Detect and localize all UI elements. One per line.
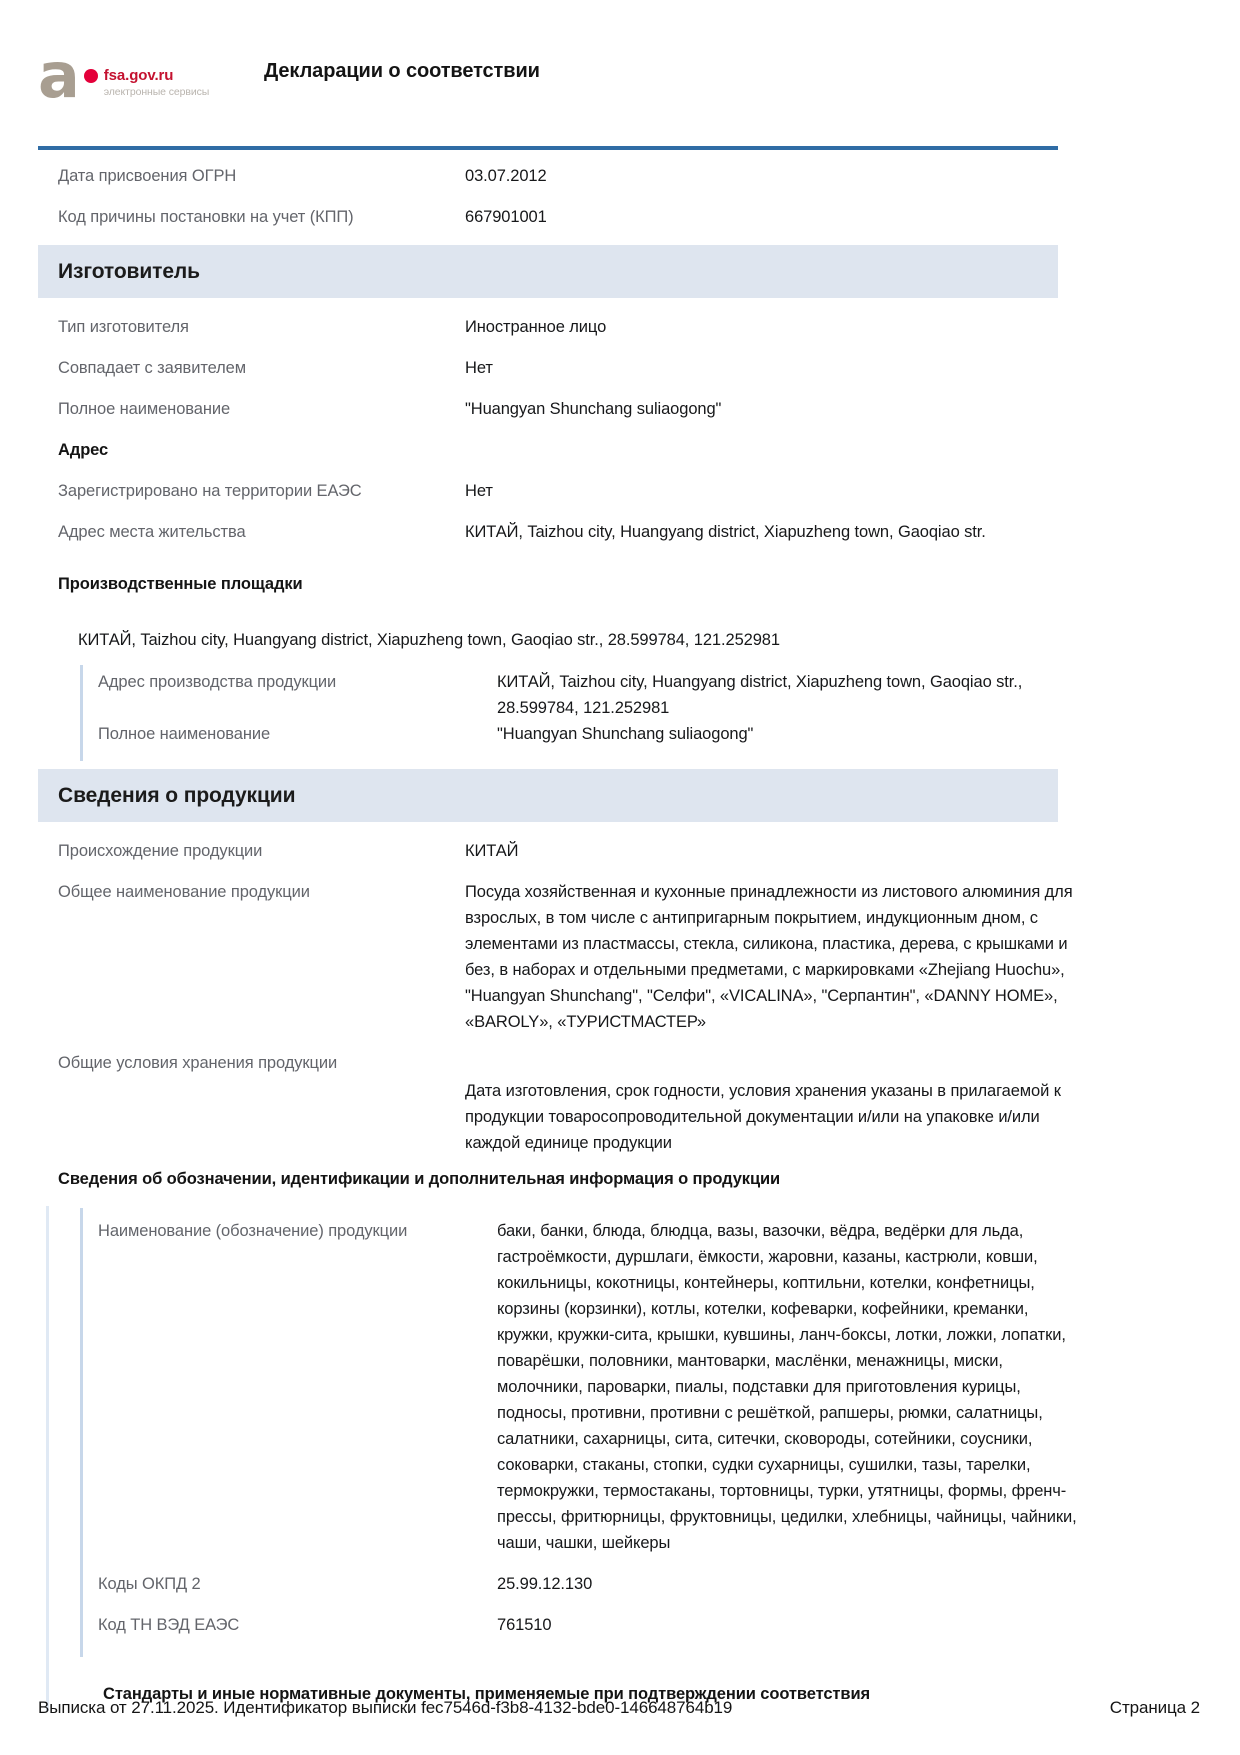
field-value: КИТАЙ, Taizhou city, Huangyang district, Xiapuzheng town, Gaoqiao str. — [465, 523, 986, 541]
production-site-summary: КИТАЙ, Taizhou city, Huangyang district, Xiapuzheng town, Gaoqiao str., 28.599784, 121.252981 — [78, 631, 780, 649]
field-row — [38, 355, 1240, 381]
field-label: Происхождение продукции — [58, 842, 263, 860]
field-row — [38, 163, 1240, 189]
field-label: Полное наименование — [98, 725, 271, 743]
fsa-logo-a-glyph: а — [38, 39, 80, 112]
production-sites-subheading: Производственные площадки — [58, 575, 303, 593]
field-label: Зарегистрировано на территории ЕАЭС — [58, 482, 362, 500]
field-row — [98, 1218, 1240, 1556]
field-row — [38, 838, 1240, 864]
field-row — [38, 879, 1240, 1035]
field-row — [38, 396, 1240, 422]
standards-subheading: Стандарты и иные нормативные документы, применяемые при подтверждении соответствия — [103, 1685, 871, 1703]
identification-block — [80, 1208, 1240, 1657]
page-number: Страница 2 — [1109, 1698, 1200, 1717]
field-value: Иностранное лицо — [465, 318, 607, 336]
field-row — [38, 519, 1240, 545]
field-label: Совпадает с заявителем — [58, 359, 246, 377]
fsa-logo — [38, 39, 228, 112]
identification-subheading: Сведения об обозначении, идентификации и дополнительная информация о продукции — [58, 1170, 781, 1188]
section-header-product: Сведения о продукции — [38, 769, 1058, 822]
field-label: Тип изготовителя — [58, 318, 189, 336]
field-label: Общее наименование продукции — [58, 883, 310, 901]
field-value: КИТАЙ — [465, 842, 519, 860]
production-site-block — [80, 665, 1240, 761]
fsa-logo-dot-icon — [84, 69, 98, 83]
fsa-logo-tagline: электронные сервисы — [103, 86, 210, 98]
fsa-logo-site: fsa.gov.ru — [103, 67, 174, 84]
field-label: Код ТН ВЭД ЕАЭС — [98, 1616, 240, 1634]
field-label: Наименование (обозначение) продукции — [98, 1222, 408, 1240]
product-fields — [38, 838, 1240, 1156]
field-value: Нет — [465, 482, 493, 500]
field-label: Общие условия хранения продукции — [58, 1054, 338, 1072]
field-value: "Huangyan Shunchang suliaogong" — [497, 725, 754, 743]
address-subheading: Адрес — [58, 441, 109, 459]
field-row — [38, 314, 1240, 340]
field-row — [98, 721, 1240, 747]
page-title: Декларации о соответствии — [264, 60, 540, 82]
field-value: Дата изготовления, срок годности, условия хранения указаны в прилагаемой к продукции товаросопроводительной документации и/или на упаковке и/или каждой единице продукции — [465, 1082, 1061, 1152]
field-label: Адрес производства продукции — [98, 673, 337, 691]
identification-outer-block — [46, 1206, 1240, 1711]
field-value: 25.99.12.130 — [497, 1575, 593, 1593]
field-row — [98, 1571, 1240, 1597]
field-value: 03.07.2012 — [465, 167, 547, 185]
manufacturer-fields — [38, 314, 1240, 545]
page-header — [38, 0, 1240, 122]
field-value: "Huangyan Shunchang suliaogong" — [465, 400, 722, 418]
field-row — [38, 478, 1240, 504]
section-header-manufacturer: Изготовитель — [38, 245, 1058, 298]
extract-id-text: Выписка от 27.11.2025. Идентификатор выписки fec7546d-f3b8-4132-bde0-146648764b19 — [38, 1698, 733, 1717]
field-row — [38, 204, 1240, 230]
field-label: Полное наименование — [58, 400, 231, 418]
field-value: Нет — [465, 359, 493, 377]
field-label: Код причины постановки на учет (КПП) — [58, 208, 354, 226]
field-label: Коды ОКПД 2 — [98, 1575, 201, 1593]
page-footer — [38, 1698, 1200, 1718]
field-row — [98, 669, 1240, 721]
field-value: 667901001 — [465, 208, 547, 226]
field-label: Дата присвоения ОГРН — [58, 167, 237, 185]
field-label: Адрес места жительства — [58, 523, 246, 541]
top-divider — [38, 146, 1058, 150]
registry-fields — [38, 163, 1240, 230]
field-value: КИТАЙ, Taizhou city, Huangyang district, Xiapuzheng town, Gaoqiao str., 28.599784, 121.252981 — [497, 673, 1023, 717]
field-value: Посуда хозяйственная и кухонные принадлежности из листового алюминия для взрослых, в том числе с антипригарным покрытием, индукционным дном, с элементами из пластмассы, стекла, силикона, пластика, дерева, с крышками и без, в наборах и отдельными предметами, с маркировками «Zhejiang Huochu», "Huangyan Shunchang", "Селфи", «VICALINA», "Серпантин", «DANNY HOME», «BAROLY», «ТУРИСТМАСТЕР» — [465, 883, 1073, 1031]
field-row — [38, 1050, 1240, 1156]
fsa-logo-text — [84, 67, 209, 100]
field-value: баки, банки, блюда, блюдца, вазы, вазочки, вёдра, ведёрки для льда, гастроёмкости, дуршлаги, ёмкости, жаровни, казаны, кастрюли, ковши, кокильницы, кокотницы, контейнеры, коптильни, котелки, конфетницы, корзины (корзинки), котлы, котелки, кофеварки, кофейники, креманки, кружки, кружки-сита, крышки, кувшины, ланч-боксы, лотки, ложки, лопатки, поварёшки, половники, мантоварки, маслёнки, менажницы, миски, молочники, пароварки, пиалы, подставки для приготовления курицы, подносы, противни, противни с решёткой, рапшеры, рюмки, салатницы, салатники, сахарницы, сита, ситечки, сковороды, сотейники, соусники, соковарки, стаканы, стопки, судки сухарницы, сушилки, тазы, тарелки, термокружки, термостаканы, тортовницы, турки, утятницы, формы, френч-прессы, фритюрницы, фруктовницы, цедилки, хлебницы, чайницы, чайники, чаши, чашки, шейкеры — [497, 1222, 1077, 1552]
field-row — [98, 1612, 1240, 1638]
field-value: 761510 — [497, 1616, 552, 1634]
